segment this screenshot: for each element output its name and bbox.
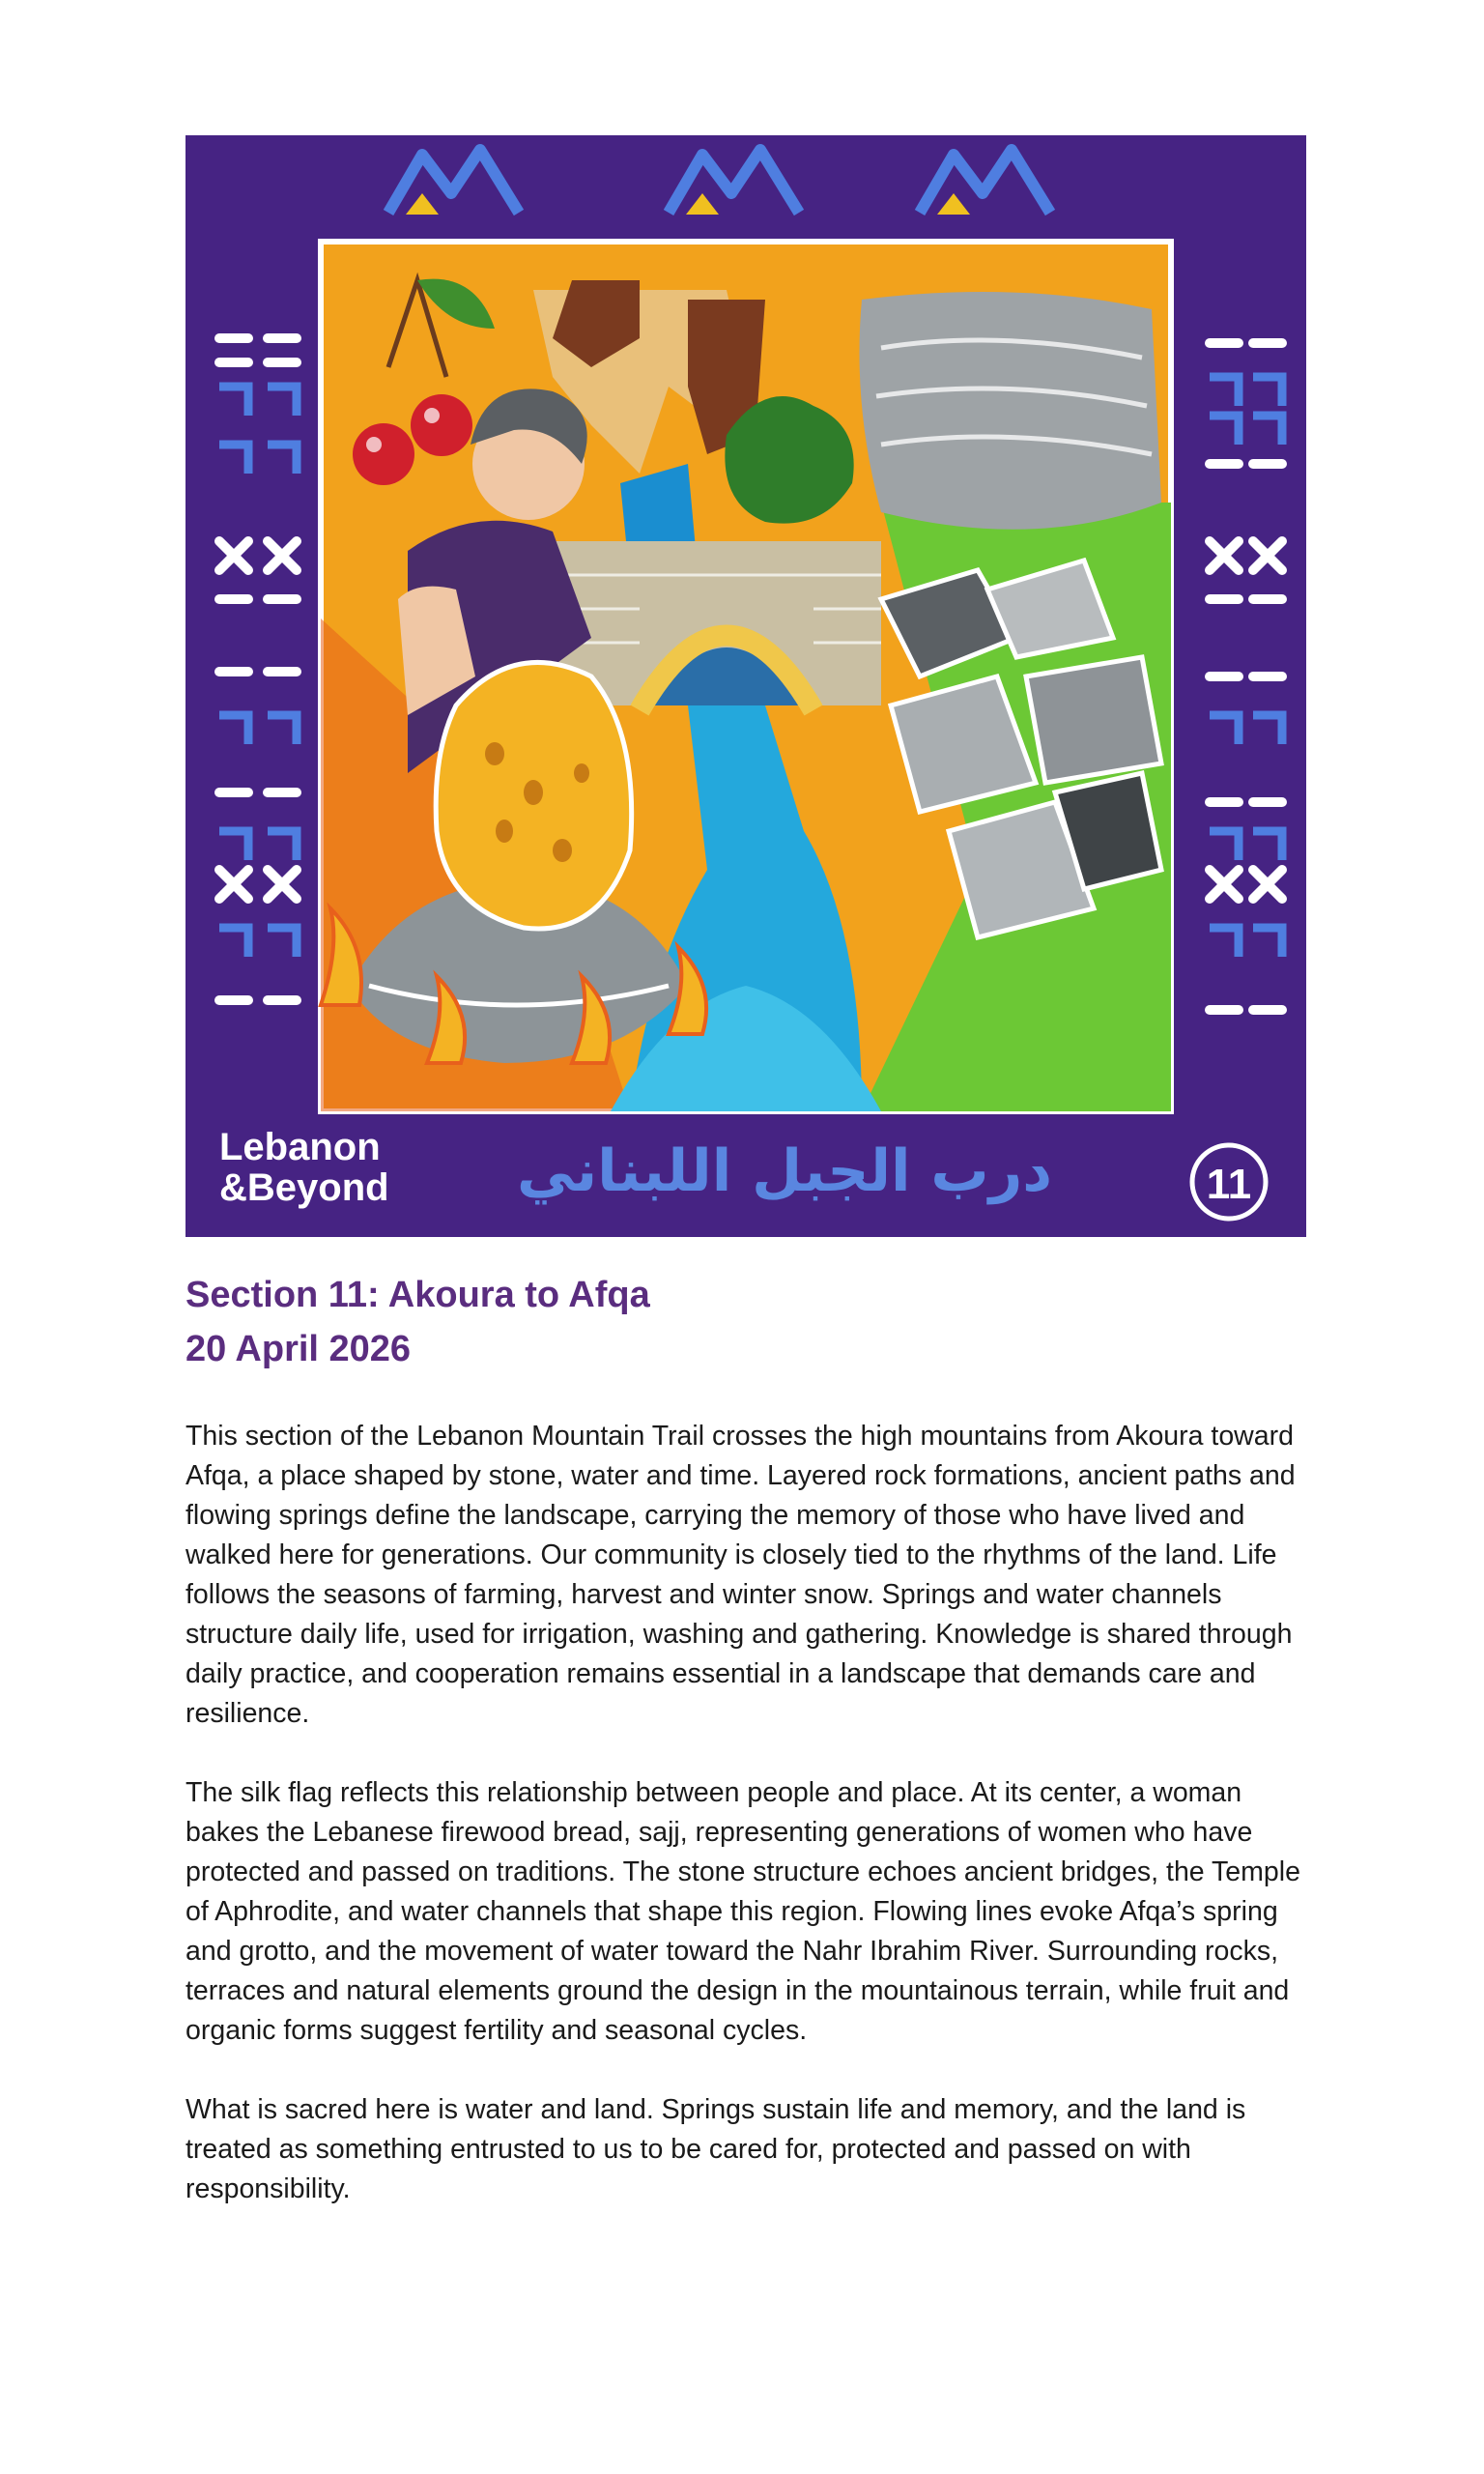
large-rock xyxy=(860,292,1162,530)
flag-arabic-title: درب الجبل اللبناني xyxy=(516,1137,1053,1205)
section-description xyxy=(186,1417,1316,2249)
stone-bridge xyxy=(553,541,881,710)
flag-brand-line1: Lebanon xyxy=(219,1126,381,1168)
section-title: Section 11: Akoura to Afqa xyxy=(186,1275,650,1315)
silk-flag-illustration xyxy=(186,135,1306,1237)
inner-scene xyxy=(321,242,1171,1111)
flag-section-number: 11 xyxy=(1206,1161,1252,1208)
section-heading xyxy=(186,1268,1306,1376)
section-date: 20 April 2026 xyxy=(186,1329,412,1369)
paragraph-landscape: This section of the Lebanon Mountain Trail crosses the high mountains from Akoura toward Afqa, a place shaped by stone, water and time. Layered rock formations, ancient paths and flowing springs define the landscape, carrying the memory of those who have lived and walked here for generations. Our community is closely tied to the rhythms of the land. Life follows the seasons of farming, harvest and winter snow. Springs and water channels structure daily life, used for irrigation, washing and gathering. Knowledge is shared through daily practice, and cooperation remains essential in a landscape that demands care and resilience. xyxy=(186,1421,1296,1729)
paragraph-sacred: What is sacred here is water and land. Springs sustain life and memory, and the land is treated as something entrusted to us to be cared for, protected and passed on with responsibility. xyxy=(186,2094,1246,2204)
paragraph-silk-flag: The silk flag reflects this relationship between people and place. At its center, a woman bakes the Lebanese firewood bread, sajj, representing generations of women who have protected and passed on traditions. The stone structure echoes ancient bridges, the Temple of Aphrodite, and water channels that shape this region. Flowing lines evoke Afqa’s spring and grotto, and the movement of water toward the Nahr Ibrahim River. Surrounding rocks, terraces and natural elements ground the design in the mountainous terrain, while fruit and organic forms suggest fertility and seasonal cycles. xyxy=(186,1777,1300,2046)
flag-brand-line2: &Beyond xyxy=(219,1166,389,1209)
